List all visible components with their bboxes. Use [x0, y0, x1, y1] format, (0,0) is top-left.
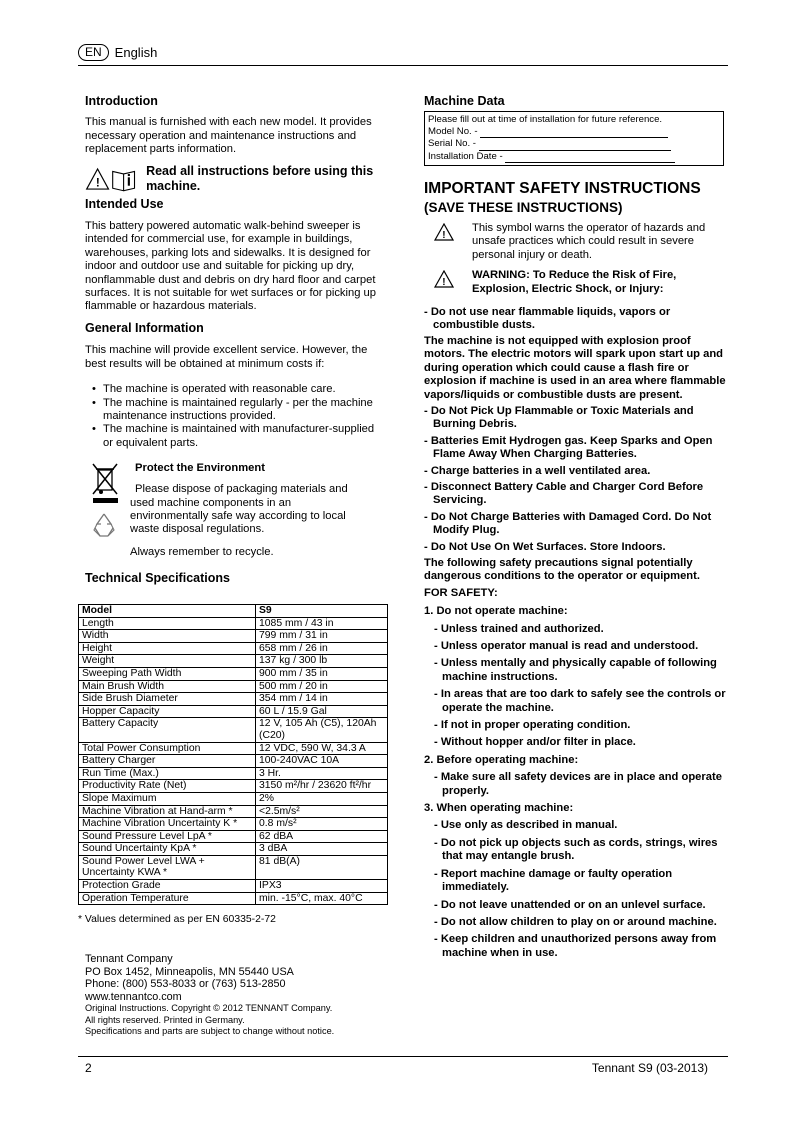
environment-text: Please dispose of packaging materials and used machine components in an environmentally safe way according to local waste disposal regulations.: [130, 483, 348, 536]
table-cell: 658 mm / 26 in: [256, 642, 388, 655]
precautions-text: The following safety precautions signal potentially dangerous conditions to the operator or equipment.: [424, 556, 700, 583]
hazard-symbol-notice: [424, 222, 730, 262]
introduction-heading: Introduction: [85, 94, 158, 108]
warning-triangle-icon: [434, 270, 454, 288]
list-item: • The machine is maintained regularly - per the machine maintenance instructions provided.: [103, 397, 385, 424]
warning-triangle-icon: [434, 223, 454, 241]
table-row: [79, 767, 388, 780]
intended-use-heading: Intended Use: [85, 196, 164, 211]
environment-heading: Protect the Environment: [135, 462, 265, 475]
list-item: - Disconnect Battery Cable and Charger Cord Before Servicing.: [424, 480, 704, 507]
table-row: [79, 642, 388, 655]
table-cell: min. -15°C, max. 40°C: [256, 892, 388, 905]
serial-number-label: Serial No. -: [428, 138, 476, 150]
model-number-label: Model No. -: [428, 125, 478, 137]
table-cell: 900 mm / 35 in: [256, 667, 388, 680]
table-cell: Side Brush Diameter: [79, 693, 256, 706]
table-row: [79, 742, 388, 755]
table-row: [79, 655, 388, 668]
table-cell: 12 V, 105 Ah (C5), 120Ah (C20): [256, 718, 388, 742]
section-label: 1. Do not operate machine:: [424, 605, 568, 618]
table-row: [79, 680, 388, 693]
table-cell: Protection Grade: [79, 880, 256, 893]
recycle-icon: [91, 512, 117, 538]
warning-text: WARNING: To Reduce the Risk of Fire, Explosion, Electric Shock, or Injury:: [472, 269, 677, 295]
list-item: - Batteries Emit Hydrogen gas. Keep Sparks and Open Flame Away When Charging Batteries.: [424, 434, 713, 461]
list-item: - Unless mentally and physically capable of following machine instructions.: [434, 657, 717, 683]
company-line: www.tennantco.com: [85, 990, 182, 1003]
table-cell: Sound Pressure Level LpA *: [79, 830, 256, 843]
table-cell: Hopper Capacity: [79, 705, 256, 718]
warning-notice: [424, 269, 730, 296]
list-item: - Do Not Use On Wet Surfaces. Store Indoors.: [424, 540, 666, 553]
list-item: • The machine is operated with reasonable care.: [103, 383, 385, 396]
table-row: [79, 805, 388, 818]
general-information-list: [85, 383, 385, 450]
section-label: 3. When operating machine:: [424, 802, 574, 815]
table-cell: Run Time (Max.): [79, 767, 256, 780]
table-row: [79, 780, 388, 793]
specifications-footnote: * Values determined as per EN 60335-2-72: [78, 914, 276, 925]
table-cell: 62 dBA: [256, 830, 388, 843]
svg-text:!: !: [442, 230, 446, 242]
table-row: [79, 880, 388, 893]
table-row: [79, 792, 388, 805]
table-cell: <2.5m/s²: [256, 805, 388, 818]
company-line: Phone: (800) 553-8033 or (763) 513-2850: [85, 978, 286, 991]
explosion-warning-text: The machine is not equipped with explosion proof motors. The electric motors will spark upon start up and during operation which could cause a flash fire or explosion if machine is used in an area where flammable vapors/liquids or combustible dusts are present.: [424, 334, 726, 401]
svg-text:!: !: [442, 277, 446, 289]
read-all-notice: [85, 164, 385, 194]
table-row: [79, 843, 388, 856]
recycle-text: Always remember to recycle.: [130, 546, 274, 559]
section-label: 2. Before operating machine:: [424, 753, 579, 766]
hazard-symbol-text: This symbol warns the operator of hazards and unsafe practices which could result in severe personal injury or death.: [472, 222, 706, 261]
table-cell: Battery Capacity: [79, 718, 256, 742]
company-line: PO Box 1452, Minneapolis, MN 55440 USA: [85, 965, 294, 978]
table-cell: Machine Vibration Uncertainty K *: [79, 818, 256, 831]
machine-data-box: [424, 111, 724, 166]
safety-title: IMPORTANT SAFETY INSTRUCTIONS: [424, 180, 701, 198]
table-cell: Operation Temperature: [79, 892, 256, 905]
right-column: [424, 95, 730, 960]
table-row: [79, 705, 388, 718]
table-cell: 3 Hr.: [256, 767, 388, 780]
table-row: [79, 818, 388, 831]
table-cell: 1085 mm / 43 in: [256, 617, 388, 630]
list-item: - Unless operator manual is read and understood.: [434, 640, 699, 652]
table-cell: Width: [79, 630, 256, 643]
general-information-heading: General Information: [85, 320, 204, 335]
introduction-text: This manual is furnished with each new model. It provides necessary operation and maintenance instructions and replacement parts information.: [85, 116, 372, 156]
machine-data-heading: Machine Data: [424, 94, 505, 108]
language-code-badge: EN: [78, 44, 109, 61]
list-item: - Do not allow children to play on or around machine.: [434, 915, 717, 928]
waste-bin-crossed-icon: [91, 462, 121, 504]
table-row: [79, 718, 388, 742]
table-cell: Weight: [79, 655, 256, 668]
table-row: [79, 693, 388, 706]
copyright-line: Specifications and parts are subject to change without notice.: [85, 1025, 335, 1036]
model-number-field[interactable]: [480, 126, 668, 138]
list-item: - Do Not Charge Batteries with Damaged Cord. Do Not Modify Plug.: [424, 510, 712, 537]
page-number: 2: [85, 1061, 92, 1075]
table-cell: 12 VDC, 590 W, 34.3 A: [256, 742, 388, 755]
company-line: Tennant Company: [85, 953, 173, 965]
table-cell: 60 L / 15.9 Gal: [256, 705, 388, 718]
table-row: [79, 892, 388, 905]
table-cell: Total Power Consumption: [79, 742, 256, 755]
specifications-table: [78, 604, 388, 905]
table-cell: Sound Uncertainty KpA *: [79, 843, 256, 856]
table-cell: Length: [79, 617, 256, 630]
warning-manual-icon: [85, 164, 142, 194]
table-header-cell: S9: [256, 605, 388, 618]
list-item: - Make sure all safety devices are in place and operate properly.: [434, 771, 722, 797]
serial-number-field[interactable]: [479, 138, 671, 150]
environment-block: [85, 462, 385, 560]
safety-list: [424, 306, 730, 960]
list-item: - Keep children and unauthorized persons away from machine when in use.: [434, 933, 717, 959]
table-row: [79, 667, 388, 680]
general-information-text: This machine will provide excellent service. However, the best results will be obtained at minimum costs if:: [85, 344, 368, 370]
table-row: [79, 830, 388, 843]
table-cell: 137 kg / 300 lb: [256, 655, 388, 668]
table-cell: 3150 m²/hr / 23620 ft²/hr: [256, 780, 388, 793]
intended-use-text: This battery powered automatic walk-behind sweeper is intended for commercial use, for example in buildings, warehouses, parking lots and sidewalks. It is designed for indoor and outdoor use and suitable for picking up dry, nonflammable dust and debris on dry hard floor and carpet surfaces. It is not suitable for wet surfaces or for picking up flammable or hazardous materials.: [85, 220, 377, 313]
table-row: [79, 617, 388, 630]
svg-text:!: !: [95, 176, 100, 190]
table-cell: 354 mm / 14 in: [256, 693, 388, 706]
table-row: [79, 630, 388, 643]
table-cell: Height: [79, 642, 256, 655]
list-item: - Do Not Pick Up Flammable or Toxic Materials and Burning Debris.: [424, 404, 694, 431]
list-item: - Use only as described in manual.: [434, 819, 618, 832]
technical-specifications-heading: Technical Specifications: [85, 571, 230, 586]
copyright-line: All rights reserved. Printed in Germany.: [85, 1014, 245, 1025]
table-cell: Main Brush Width: [79, 680, 256, 693]
list-item: - Do not leave unattended or on an unlevel surface.: [434, 898, 706, 911]
language-name: English: [114, 45, 158, 60]
list-item: - If not in proper operating condition.: [434, 719, 631, 732]
list-item: - Report machine damage or faulty operation immediately.: [434, 867, 673, 894]
machine-data-note: Please fill out at time of installation for future reference.: [428, 114, 663, 126]
list-item: - Do not use near flammable liquids, vapors or combustible dusts.: [424, 306, 671, 332]
table-cell: 0.8 m/s²: [256, 818, 388, 831]
list-item: • The machine is maintained with manufacturer-supplied or equivalent parts.: [103, 423, 385, 450]
list-item: - Unless trained and authorized.: [434, 622, 604, 635]
table-cell: Sound Power Level LWA + Uncertainty KWA *: [79, 855, 256, 879]
list-item: - Do not pick up objects such as cords, strings, wires that may entangle brush.: [434, 836, 718, 863]
company-address: [85, 953, 334, 1037]
table-cell: IPX3: [256, 880, 388, 893]
list-item: - Charge batteries in a well ventilated area.: [424, 464, 651, 477]
installation-date-field[interactable]: [505, 151, 675, 163]
table-cell: Sweeping Path Width: [79, 667, 256, 680]
footer-rule: [78, 1056, 728, 1057]
page-header: [78, 44, 157, 61]
table-cell: 3 dBA: [256, 843, 388, 856]
table-cell: Battery Charger: [79, 755, 256, 768]
header-rule: [78, 65, 728, 66]
table-cell: 81 dB(A): [256, 855, 388, 879]
table-cell: 100-240VAC 10A: [256, 755, 388, 768]
table-row: [79, 755, 388, 768]
left-column: [85, 95, 385, 586]
copyright-line: Original Instructions. Copyright © 2012 TENNANT Company.: [85, 1003, 333, 1014]
list-item: - Without hopper and/or filter in place.: [434, 736, 636, 749]
table-cell: Productivity Rate (Net): [79, 780, 256, 793]
safety-subtitle: (SAVE THESE INSTRUCTIONS): [424, 200, 623, 216]
document-identifier: Tennant S9 (03-2013): [591, 1061, 708, 1075]
table-header-row: [79, 605, 388, 618]
for-safety-label: FOR SAFETY:: [424, 586, 498, 599]
table-cell: Slope Maximum: [79, 792, 256, 805]
table-cell: 500 mm / 20 in: [256, 680, 388, 693]
table-header-cell: Model: [79, 605, 256, 618]
installation-date-label: Installation Date -: [428, 150, 503, 162]
table-row: [79, 855, 388, 879]
list-item: - In areas that are too dark to safely see the controls or operate the machine.: [434, 688, 726, 714]
table-cell: 2%: [256, 792, 388, 805]
table-cell: 799 mm / 31 in: [256, 630, 388, 643]
read-all-text: Read all instructions before using this machine.: [146, 163, 374, 193]
table-cell: Machine Vibration at Hand-arm *: [79, 805, 256, 818]
